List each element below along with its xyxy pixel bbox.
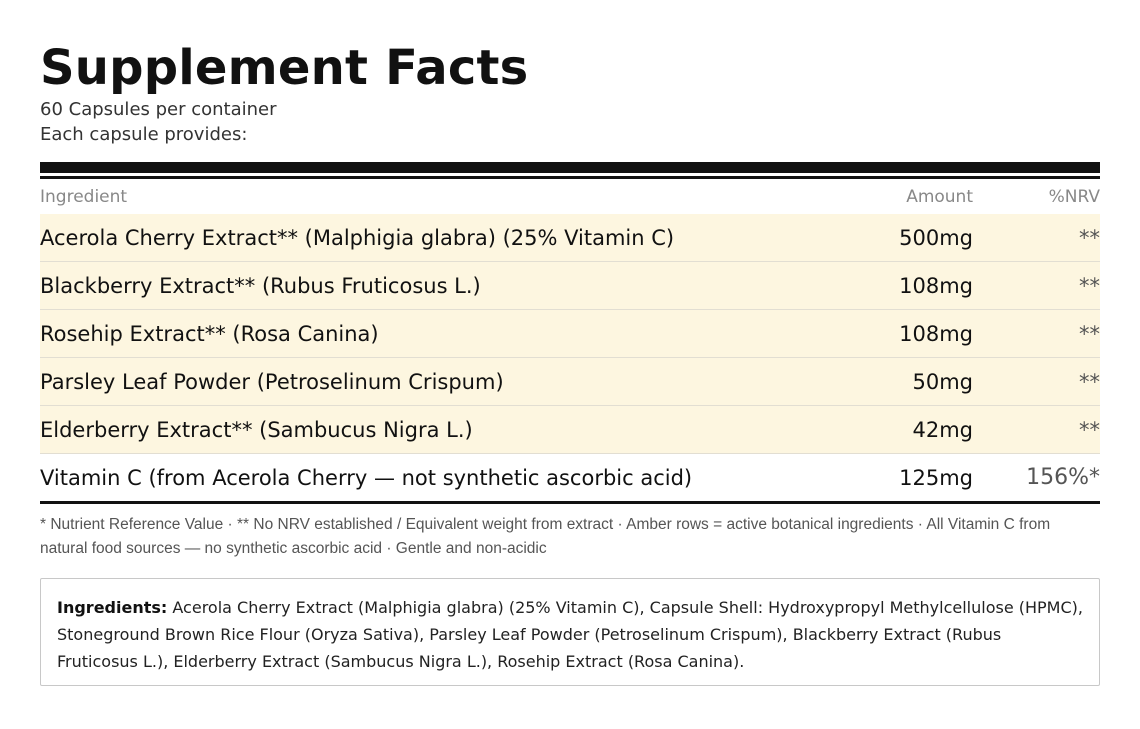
ingredient-amount: 42mg: [912, 418, 973, 442]
ingredient-amount: 108mg: [899, 274, 973, 298]
table-row: [40, 214, 1100, 262]
table-row: [40, 262, 1100, 310]
ingredient-nrv: **: [1079, 274, 1100, 298]
ingredient-amount: 50mg: [912, 370, 973, 394]
ingredients-box: [40, 578, 1100, 686]
table-header: [40, 182, 1100, 214]
column-header-amount: Amount: [906, 187, 973, 207]
page-title: Supplement Facts: [40, 40, 529, 96]
serving-note: Each capsule provides:: [40, 124, 248, 145]
ingredient-name: Elderberry Extract** (Sambucus Nigra L.): [40, 418, 473, 442]
ingredient-nrv: **: [1079, 322, 1100, 346]
ingredient-amount: 125mg: [899, 466, 973, 490]
table-row-vitamin-c: [40, 454, 1100, 502]
ingredients-text: Acerola Cherry Extract (Malphigia glabra) (25% Vitamin C), Capsule Shell: Hydroxypropyl Methylcellulose (HPMC), Stoneground Brown Rice Flour (Oryza Sativa), Parsley Leaf Powder (Petroselinum Crispum), Blackberry Extract (Rubus Fruticosus L.), Elderberry Extract (Sambucus Nigra L.), Rosehip Extract (Rosa Canina).: [57, 598, 1083, 671]
ingredient-nrv: **: [1079, 418, 1100, 442]
servings-per-container: 60 Capsules per container: [40, 99, 277, 120]
ingredient-name: Vitamin C (from Acerola Cherry — not synthetic ascorbic acid): [40, 466, 693, 490]
table-row: [40, 358, 1100, 406]
ingredient-nrv: **: [1079, 226, 1100, 250]
ingredients-label: Ingredients:: [57, 598, 168, 617]
bottom-divider: [40, 501, 1100, 504]
ingredient-nrv: 156%*: [1026, 465, 1100, 490]
ingredient-name: Blackberry Extract** (Rubus Fruticosus L.): [40, 274, 481, 298]
ingredient-amount: 500mg: [899, 226, 973, 250]
ingredient-nrv: **: [1079, 370, 1100, 394]
table-row: [40, 406, 1100, 454]
ingredient-name: Acerola Cherry Extract** (Malphigia glabra) (25% Vitamin C): [40, 226, 675, 250]
thick-divider: [40, 162, 1100, 173]
ingredient-amount: 108mg: [899, 322, 973, 346]
thin-divider: [40, 176, 1100, 179]
ingredient-name: Parsley Leaf Powder (Petroselinum Crispum): [40, 370, 504, 394]
column-header-nrv: %NRV: [1048, 187, 1100, 207]
ingredient-name: Rosehip Extract** (Rosa Canina): [40, 322, 379, 346]
footnote: * Nutrient Reference Value · ** No NRV established / Equivalent weight from extract · Amber rows = active botanical ingredients · All Vitamin C from natural food sources — no synthetic ascorbic acid · Gentle and non-acidic: [40, 516, 1051, 557]
table-row: [40, 310, 1100, 358]
column-header-ingredient: Ingredient: [40, 187, 128, 207]
facts-table-body: [40, 214, 1100, 502]
